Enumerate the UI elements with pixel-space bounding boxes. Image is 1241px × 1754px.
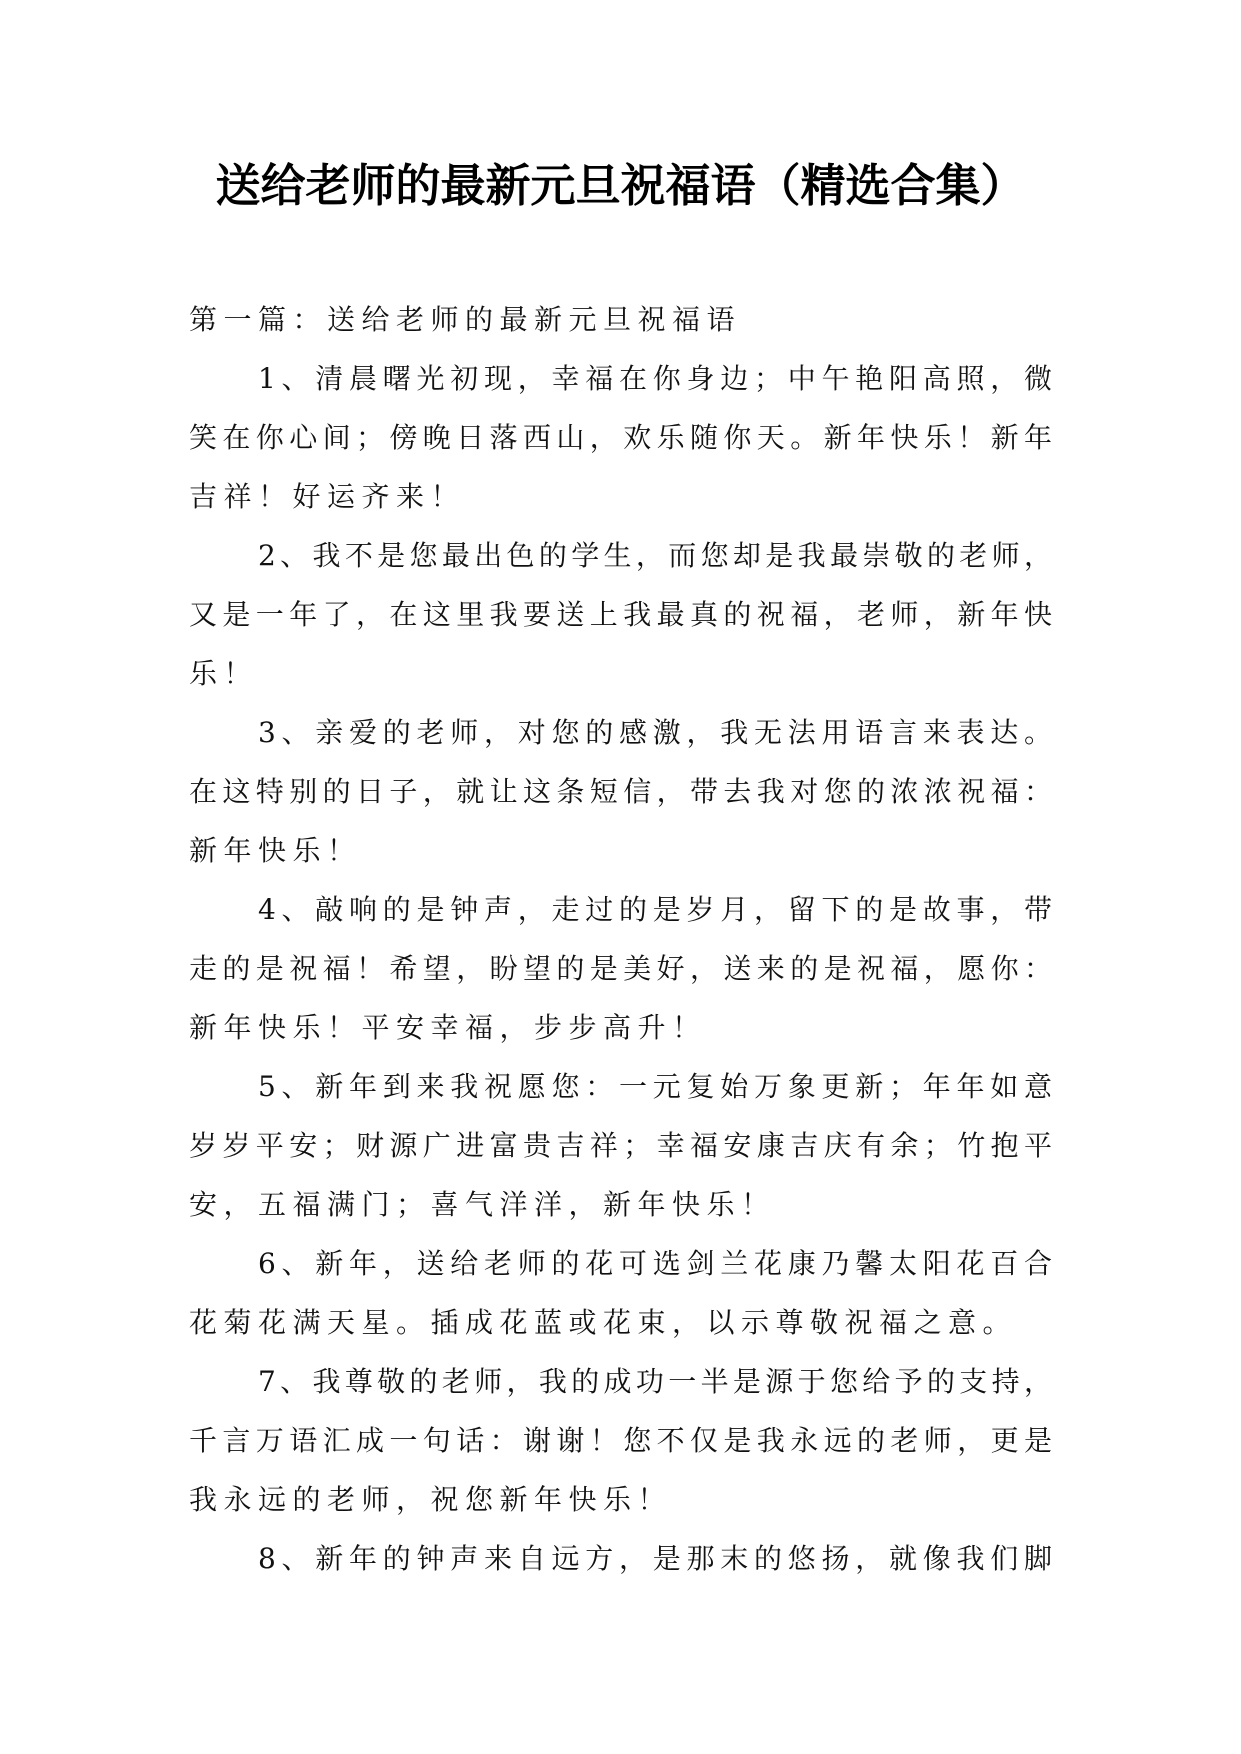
- paragraph-line: 又是一年了，在这里我要送上我最真的祝福，老师，新年快: [189, 598, 1052, 631]
- paragraph-line: 在这特别的日子，就让这条短信，带去我对您的浓浓祝福：: [189, 775, 1052, 808]
- paragraph-5: [189, 1057, 1052, 1234]
- paragraph-line: 4、敲响的是钟声，走过的是岁月，留下的是故事，带: [258, 893, 1052, 926]
- paragraph-line: 5、新年到来我祝愿您：一元复始万象更新；年年如意: [258, 1070, 1052, 1103]
- paragraph-line: 3、亲爱的老师，对您的感激，我无法用语言来表达。: [258, 716, 1052, 749]
- paragraph-line: 我永远的老师，祝您新年快乐！: [189, 1483, 673, 1516]
- paragraph-line: 6、新年，送给老师的花可选剑兰花康乃馨太阳花百合: [258, 1247, 1052, 1280]
- paragraph-line: 新年快乐！: [189, 834, 362, 867]
- paragraph-line: 2、我不是您最出色的学生，而您却是我最崇敬的老师，: [258, 539, 1052, 572]
- paragraph-line: 千言万语汇成一句话：谢谢！您不仅是我永远的老师，更是: [189, 1424, 1052, 1457]
- paragraph-1: [189, 349, 1052, 526]
- paragraph-line: 走的是祝福！希望，盼望的是美好，送来的是祝福，愿你：: [189, 952, 1052, 985]
- paragraph-line: 7、我尊敬的老师，我的成功一半是源于您给予的支持，: [258, 1365, 1052, 1398]
- paragraph-7: [189, 1352, 1052, 1529]
- paragraph-line: 安，五福满门；喜气洋洋，新年快乐！: [189, 1188, 776, 1221]
- section-heading: 第一篇：送给老师的最新元旦祝福语: [189, 303, 742, 336]
- paragraph-6: [189, 1234, 1052, 1352]
- paragraph-line: 8、新年的钟声来自远方，是那末的悠扬，就像我们脚: [258, 1542, 1052, 1575]
- paragraph-line: 花菊花满天星。插成花蓝或花束，以示尊敬祝福之意。: [189, 1306, 1018, 1339]
- paragraph-3: [189, 703, 1052, 880]
- paragraph-line: 岁岁平安；财源广进富贵吉祥；幸福安康吉庆有余；竹抱平: [189, 1129, 1052, 1162]
- paragraph-line: 1、清晨曙光初现，幸福在你身边；中午艳阳高照，微: [258, 362, 1052, 395]
- paragraph-4: [189, 880, 1052, 1057]
- paragraph-2: [189, 526, 1052, 703]
- document-title: 送给老师的最新元旦祝福语（精选合集）: [215, 159, 1026, 212]
- paragraph-8: [189, 1529, 1052, 1588]
- paragraph-line: 笑在你心间；傍晚日落西山，欢乐随你天。新年快乐！新年: [189, 421, 1052, 454]
- document-body: [189, 290, 1052, 1588]
- paragraph-line: 乐！: [189, 657, 259, 690]
- paragraph-line: 新年快乐！平安幸福，步步高升！: [189, 1011, 707, 1044]
- paragraph-line: 吉祥！好运齐来！: [189, 480, 466, 513]
